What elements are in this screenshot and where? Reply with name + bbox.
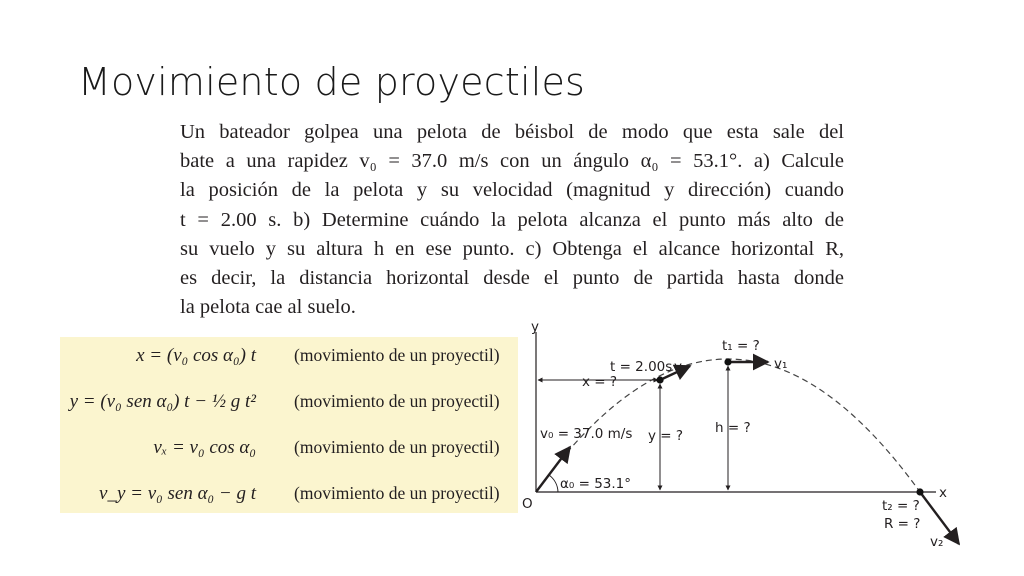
problem-line: bate a una rapidez v₀ = 37.0 m/s con un ángulo α₀ = 53.1°. a) Calcule <box>180 150 844 173</box>
problem-line: t = 2.00 s. b) Determine cuándo la pelota alcanza el punto más alto de <box>180 208 844 231</box>
v-label: v <box>674 359 682 375</box>
equation-row-x <box>60 341 518 371</box>
y-axis-label: y <box>531 319 539 335</box>
problem-line: su vuelo y su altura h en ese punto. c) Obtenga el alcance horizontal R, <box>180 237 844 260</box>
problem-line: la pelota cae al suelo. <box>180 296 356 319</box>
R-label: R = ? <box>884 516 921 532</box>
t-point-label: t = 2.00s <box>610 359 673 375</box>
angle-arc <box>549 475 558 492</box>
v1-label: v₁ <box>774 356 788 372</box>
equation-note: (movimiento de un proyectil) <box>294 483 500 503</box>
equation-vx: vₓ = v₀ cos α₀ <box>153 437 256 458</box>
equation-row-y <box>60 387 518 417</box>
equation-note: (movimiento de un proyectil) <box>294 437 500 457</box>
t2-label: t₂ = ? <box>882 498 920 514</box>
equation-note: (movimiento de un proyectil) <box>294 391 500 411</box>
equation-row-vx <box>60 433 518 463</box>
equation-row-vy <box>60 479 518 509</box>
problem-line: la posición de la pelota y su velocidad (magnitud y dirección) cuando <box>180 179 844 202</box>
problem-line: Un bateador golpea una pelota de béisbol de modo que esta sale del <box>180 121 844 143</box>
trajectory-diagram <box>518 318 968 558</box>
slide-title: Movimiento de proyectiles <box>78 60 586 104</box>
h-label: h = ? <box>715 420 751 436</box>
problem-statement <box>180 118 844 322</box>
equation-x: x = (v₀ cos α₀) t <box>136 345 256 366</box>
alpha-label: α₀ = 53.1° <box>560 476 632 492</box>
equation-y: y = (v₀ sen α₀) t − ½ g t² <box>69 391 256 412</box>
equations-panel <box>60 337 518 513</box>
x-axis-label: x <box>939 485 947 501</box>
v2-label: v₂ <box>930 534 944 550</box>
y-unknown-label: y = ? <box>648 428 684 444</box>
v0-label: v₀ = 37.0 m/s <box>540 426 633 442</box>
origin-label: O <box>522 496 533 512</box>
point-t2s <box>656 376 663 383</box>
point-apex <box>724 358 731 365</box>
t1-label: t₁ = ? <box>722 338 760 354</box>
equation-note: (movimiento de un proyectil) <box>294 345 500 365</box>
x-unknown-label: x = ? <box>582 374 618 390</box>
equation-vy: v_y = v₀ sen α₀ − g t <box>99 483 256 504</box>
problem-line: es decir, la distancia horizontal desde el punto de partida hasta donde <box>180 267 844 290</box>
point-landing <box>916 488 923 495</box>
